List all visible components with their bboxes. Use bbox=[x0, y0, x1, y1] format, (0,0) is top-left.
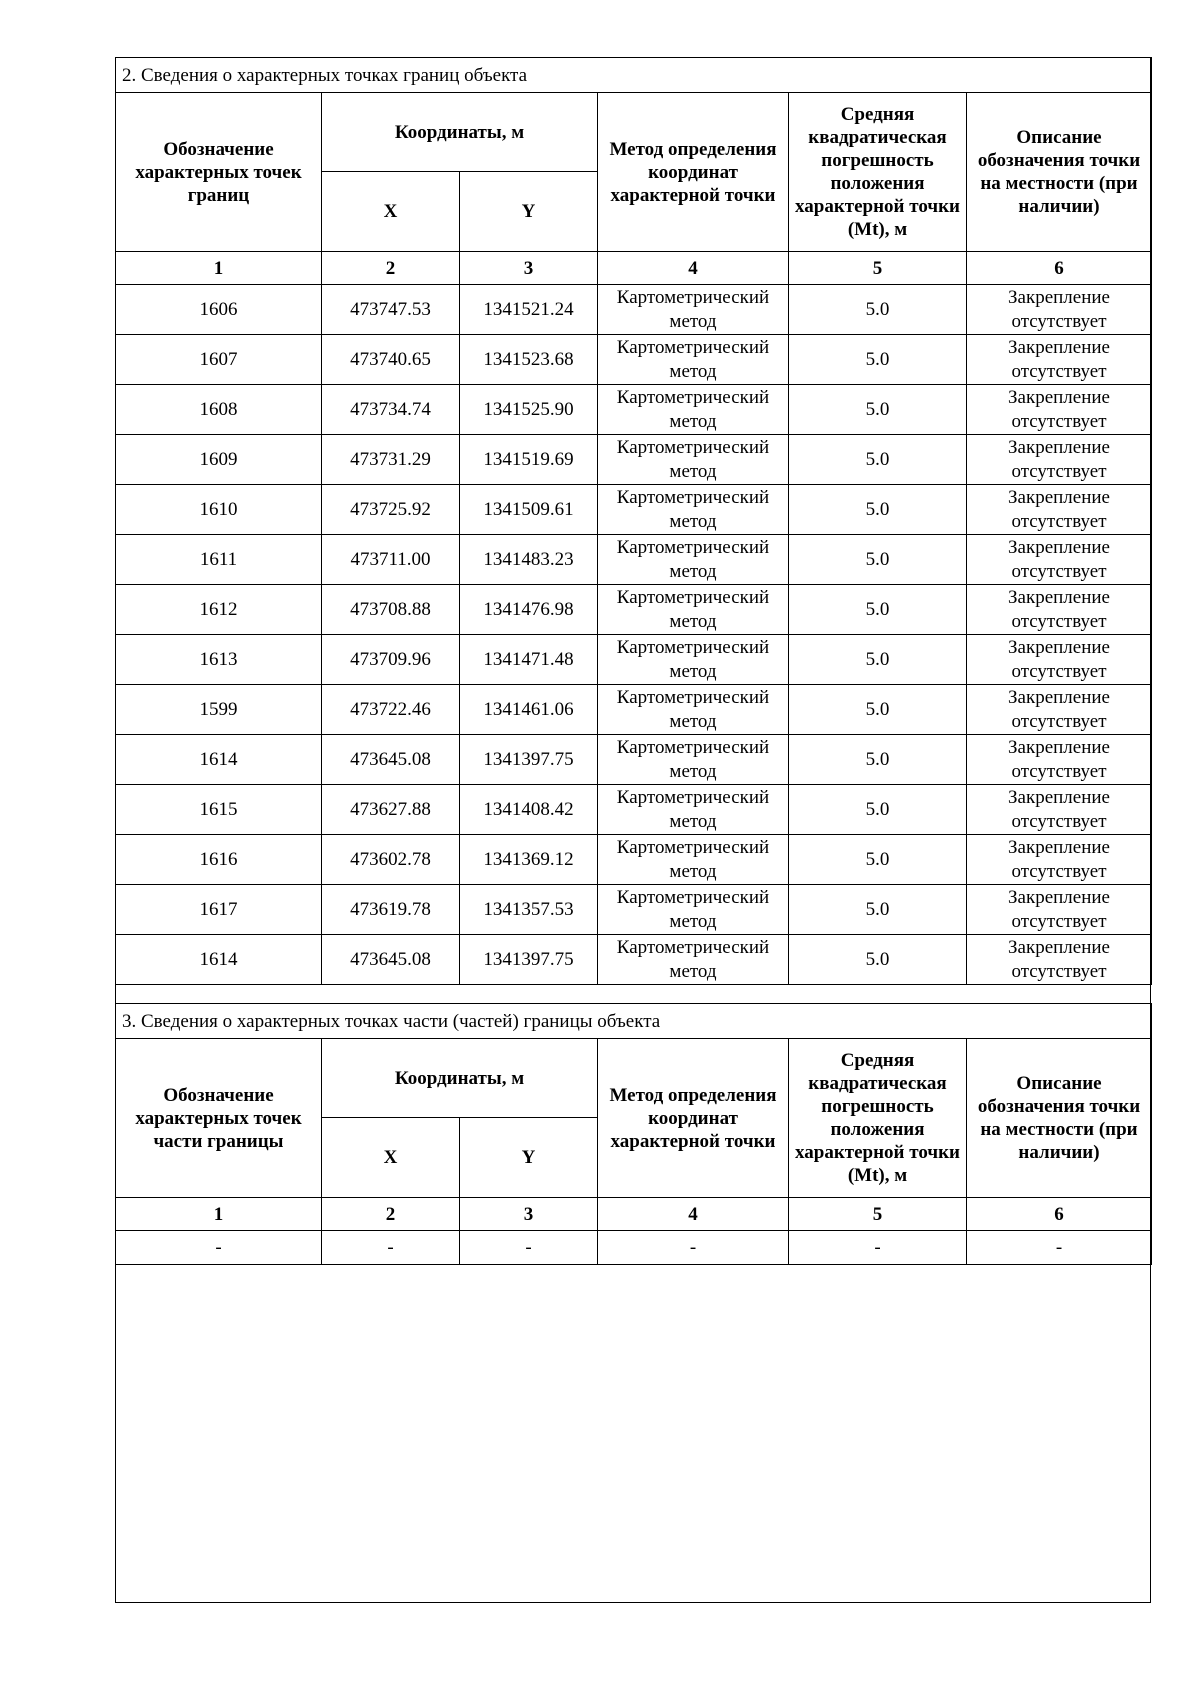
header-description: Описание обозначения точки на местности (при наличии) bbox=[967, 1039, 1152, 1198]
coord-x: 473602.78 bbox=[322, 835, 460, 885]
header-x: X bbox=[322, 1118, 460, 1198]
column-number: 1 bbox=[116, 1198, 322, 1231]
coord-y: 1341369.12 bbox=[460, 835, 598, 885]
mt-value: 5.0 bbox=[789, 885, 967, 935]
mt-value: 5.0 bbox=[789, 585, 967, 635]
method: Картометрический метод bbox=[598, 385, 789, 435]
mt-value: 5.0 bbox=[789, 935, 967, 985]
column-number: 4 bbox=[598, 1198, 789, 1231]
mt-value: 5.0 bbox=[789, 635, 967, 685]
column-number: 2 bbox=[322, 1198, 460, 1231]
coord-x: - bbox=[322, 1231, 460, 1265]
column-number: 3 bbox=[460, 1198, 598, 1231]
column-number: 4 bbox=[598, 252, 789, 285]
method: Картометрический метод bbox=[598, 835, 789, 885]
point-description: Закрепление отсутствует bbox=[967, 785, 1152, 835]
table-row bbox=[116, 485, 1152, 535]
coord-y: 1341461.06 bbox=[460, 685, 598, 735]
point-description: Закрепление отсутствует bbox=[967, 685, 1152, 735]
column-number: 1 bbox=[116, 252, 322, 285]
coord-x: 473709.96 bbox=[322, 635, 460, 685]
coord-x: 473731.29 bbox=[322, 435, 460, 485]
point-id: 1617 bbox=[116, 885, 322, 935]
header-error: Средняя квадратическая погрешность положения характерной точки (Mt), м bbox=[789, 93, 967, 252]
header-designation: Обозначение характерных точек границ bbox=[116, 93, 322, 252]
point-id: 1612 bbox=[116, 585, 322, 635]
table-row bbox=[116, 285, 1152, 335]
coord-x: 473627.88 bbox=[322, 785, 460, 835]
point-id: 1614 bbox=[116, 935, 322, 985]
method: Картометрический метод bbox=[598, 735, 789, 785]
section2-table bbox=[115, 57, 1152, 985]
point-description: Закрепление отсутствует bbox=[967, 285, 1152, 335]
coord-x: 473708.88 bbox=[322, 585, 460, 635]
column-number: 2 bbox=[322, 252, 460, 285]
coord-y: 1341408.42 bbox=[460, 785, 598, 835]
column-number: 6 bbox=[967, 1198, 1152, 1231]
coord-y: 1341397.75 bbox=[460, 935, 598, 985]
table-row bbox=[116, 385, 1152, 435]
column-number: 6 bbox=[967, 252, 1152, 285]
method: Картометрический метод bbox=[598, 535, 789, 585]
mt-value: 5.0 bbox=[789, 485, 967, 535]
coord-y: 1341519.69 bbox=[460, 435, 598, 485]
column-numbers-row bbox=[116, 252, 1152, 285]
coord-x: 473645.08 bbox=[322, 735, 460, 785]
point-description: Закрепление отсутствует bbox=[967, 335, 1152, 385]
table-row bbox=[116, 885, 1152, 935]
point-id: 1611 bbox=[116, 535, 322, 585]
method: - bbox=[598, 1231, 789, 1265]
header-y: Y bbox=[460, 1118, 598, 1198]
coord-x: 473734.74 bbox=[322, 385, 460, 435]
table-row bbox=[116, 685, 1152, 735]
point-id: 1608 bbox=[116, 385, 322, 435]
table-row bbox=[116, 335, 1152, 385]
method: Картометрический метод bbox=[598, 935, 789, 985]
coord-y: 1341521.24 bbox=[460, 285, 598, 335]
point-id: 1606 bbox=[116, 285, 322, 335]
method: Картометрический метод bbox=[598, 285, 789, 335]
coord-x: 473722.46 bbox=[322, 685, 460, 735]
coord-x: 473619.78 bbox=[322, 885, 460, 935]
point-description: Закрепление отсутствует bbox=[967, 585, 1152, 635]
point-description: Закрепление отсутствует bbox=[967, 635, 1152, 685]
coord-x: 473725.92 bbox=[322, 485, 460, 535]
mt-value: - bbox=[789, 1231, 967, 1265]
point-description: Закрепление отсутствует bbox=[967, 385, 1152, 435]
mt-value: 5.0 bbox=[789, 735, 967, 785]
coord-x: 473645.08 bbox=[322, 935, 460, 985]
point-description: Закрепление отсутствует bbox=[967, 935, 1152, 985]
method: Картометрический метод bbox=[598, 885, 789, 935]
method: Картометрический метод bbox=[598, 785, 789, 835]
mt-value: 5.0 bbox=[789, 535, 967, 585]
point-id: 1615 bbox=[116, 785, 322, 835]
point-description: Закрепление отсутствует bbox=[967, 735, 1152, 785]
point-id: - bbox=[116, 1231, 322, 1265]
coord-y: 1341523.68 bbox=[460, 335, 598, 385]
column-numbers-row bbox=[116, 1198, 1152, 1231]
header-y: Y bbox=[460, 172, 598, 252]
coord-y: 1341525.90 bbox=[460, 385, 598, 435]
coord-x: 473747.53 bbox=[322, 285, 460, 335]
table-row bbox=[116, 935, 1152, 985]
mt-value: 5.0 bbox=[789, 685, 967, 735]
coord-y: 1341357.53 bbox=[460, 885, 598, 935]
point-description: Закрепление отсутствует bbox=[967, 435, 1152, 485]
coord-y: 1341483.23 bbox=[460, 535, 598, 585]
mt-value: 5.0 bbox=[789, 285, 967, 335]
header-x: X bbox=[322, 172, 460, 252]
header-coords: Координаты, м bbox=[322, 1039, 598, 1118]
coord-y: 1341471.48 bbox=[460, 635, 598, 685]
method: Картометрический метод bbox=[598, 685, 789, 735]
table-row bbox=[116, 435, 1152, 485]
header-error: Средняя квадратическая погрешность положения характерной точки (Mt), м bbox=[789, 1039, 967, 1198]
section3-table bbox=[115, 1003, 1152, 1265]
header-description: Описание обозначения точки на местности (при наличии) bbox=[967, 93, 1152, 252]
method: Картометрический метод bbox=[598, 585, 789, 635]
mt-value: 5.0 bbox=[789, 835, 967, 885]
section2-title: 2. Сведения о характерных точках границ объекта bbox=[116, 58, 1152, 93]
coord-y: 1341509.61 bbox=[460, 485, 598, 535]
point-id: 1613 bbox=[116, 635, 322, 685]
mt-value: 5.0 bbox=[789, 335, 967, 385]
section3-title: 3. Сведения о характерных точках части (частей) границы объекта bbox=[116, 1004, 1152, 1039]
mt-value: 5.0 bbox=[789, 385, 967, 435]
point-description: - bbox=[967, 1231, 1152, 1265]
point-id: 1599 bbox=[116, 685, 322, 735]
table-row bbox=[116, 535, 1152, 585]
point-id: 1614 bbox=[116, 735, 322, 785]
mt-value: 5.0 bbox=[789, 435, 967, 485]
point-description: Закрепление отсутствует bbox=[967, 885, 1152, 935]
method: Картометрический метод bbox=[598, 485, 789, 535]
point-id: 1616 bbox=[116, 835, 322, 885]
point-description: Закрепление отсутствует bbox=[967, 485, 1152, 535]
coord-y: 1341397.75 bbox=[460, 735, 598, 785]
table-row bbox=[116, 1231, 1152, 1265]
table-row bbox=[116, 635, 1152, 685]
method: Картометрический метод bbox=[598, 635, 789, 685]
point-id: 1609 bbox=[116, 435, 322, 485]
table-row bbox=[116, 735, 1152, 785]
column-number: 3 bbox=[460, 252, 598, 285]
header-designation: Обозначение характерных точек части границы bbox=[116, 1039, 322, 1198]
coord-y: 1341476.98 bbox=[460, 585, 598, 635]
point-description: Закрепление отсутствует bbox=[967, 835, 1152, 885]
point-id: 1610 bbox=[116, 485, 322, 535]
method: Картометрический метод bbox=[598, 335, 789, 385]
header-method: Метод определения координат характерной точки bbox=[598, 1039, 789, 1198]
method: Картометрический метод bbox=[598, 435, 789, 485]
header-method: Метод определения координат характерной точки bbox=[598, 93, 789, 252]
table-row bbox=[116, 785, 1152, 835]
point-id: 1607 bbox=[116, 335, 322, 385]
coord-x: 473740.65 bbox=[322, 335, 460, 385]
header-coords: Координаты, м bbox=[322, 93, 598, 172]
column-number: 5 bbox=[789, 1198, 967, 1231]
coord-y: - bbox=[460, 1231, 598, 1265]
column-number: 5 bbox=[789, 252, 967, 285]
coord-x: 473711.00 bbox=[322, 535, 460, 585]
point-description: Закрепление отсутствует bbox=[967, 535, 1152, 585]
mt-value: 5.0 bbox=[789, 785, 967, 835]
table-row bbox=[116, 585, 1152, 635]
table-row bbox=[116, 835, 1152, 885]
